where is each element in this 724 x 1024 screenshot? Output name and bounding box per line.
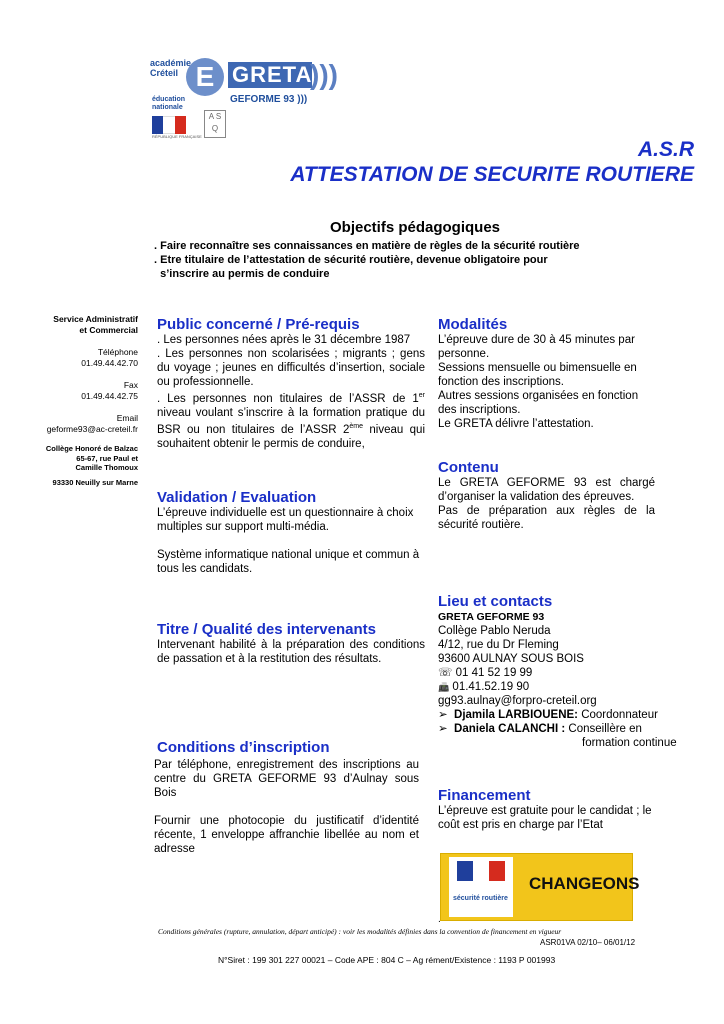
conditions-p2: Fournir une photocopie du justificatif d’identité récente, 1 enveloppe affranchie libellée au nom et adresse [154, 815, 419, 855]
banner-dot: . [438, 914, 441, 925]
fax-label: Fax [123, 380, 138, 390]
modalites-heading: Modalités [438, 316, 508, 333]
fax-value: 01.49.44.42.75 [81, 391, 138, 401]
contact-name: Daniela CALANCHI : [454, 723, 566, 735]
validation-p1: L’épreuve individuelle est un questionnaire à choix multiples sur support multi-média. [157, 507, 414, 533]
public-p1: . Les personnes nées après le 31 décembre 1987 [157, 334, 411, 346]
phone-icon: ☏ [438, 667, 453, 679]
contenu-heading: Contenu [438, 459, 499, 476]
logo-education: éducation nationale [152, 96, 186, 111]
logo-greta: GRETA [228, 62, 312, 88]
changeons-label: CHANGEONS [529, 874, 640, 893]
asq-logo-icon: A S Q [204, 110, 226, 138]
email-label: Email [116, 413, 138, 423]
college-address: 65-67, rue Paul et [76, 453, 138, 463]
modalites-section [438, 316, 655, 431]
objectif-item: . Etre titulaire de l’attestation de sécurité routière, devenue obligatoire pour [154, 254, 548, 266]
modalites-p1: L’épreuve dure de 30 à 45 minutes par personne. [438, 334, 635, 360]
logo-geforme: GEFORME 93 ))) [230, 94, 308, 105]
contact-row [438, 708, 698, 722]
securite-routiere-label: sécurité routière [453, 895, 508, 902]
conditions-heading: Conditions d’inscription [157, 739, 330, 756]
french-flag-icon [457, 861, 505, 881]
logo-academie: académie Créteil [150, 58, 192, 78]
fax-icon: 📠 [438, 682, 450, 692]
college-address-2: Camille Thomoux [75, 463, 138, 472]
lieu-email[interactable]: gg93.aulnay@forpro-creteil.org [438, 695, 597, 707]
title-asr: A.S.R [637, 138, 694, 161]
conditions-body [154, 758, 419, 856]
titre-section [157, 621, 425, 666]
titre-heading: Titre / Qualité des intervenants [157, 621, 376, 638]
fax-value: 01.41.52.19 90 [452, 681, 530, 693]
fax-row [438, 680, 698, 694]
phone-value: 01 41 52 19 99 [455, 667, 533, 679]
lieu-line: 4/12, rue du Dr Fleming [438, 639, 559, 651]
lieu-heading: Lieu et contacts [438, 593, 553, 610]
arrow-icon: ➢ [438, 723, 448, 735]
financement-heading: Financement [438, 787, 531, 804]
contact-name: Djamila LARBIOUENE: [454, 709, 578, 721]
titre-p1: Intervenant habilité à la préparation des conditions de passation et à la restitution des résultats. [157, 639, 425, 665]
page-title: ATTESTATION DE SECURITE ROUTIERE [290, 163, 694, 186]
public-section [157, 316, 425, 451]
contact-row [438, 722, 698, 736]
public-heading: Public concerné / Pré-requis [157, 316, 360, 333]
logo-republique: RÉPUBLIQUE FRANÇAISE [152, 134, 202, 139]
validation-heading: Validation / Evaluation [157, 489, 317, 506]
college-name: Collège Honoré de Balzac [45, 444, 138, 453]
validation-p2: Système informatique national unique et commun à tous les candidats. [157, 549, 420, 575]
contenu-p1: Le GRETA GEFORME 93 est chargé d’organiser la validation des épreuves. [438, 477, 655, 503]
contact-role-2: formation continue [582, 737, 677, 749]
banner-logo-box [449, 857, 513, 917]
sidebar-contact [46, 314, 138, 487]
tel-label: Téléphone [97, 347, 138, 357]
objectif-item: s’inscrire au permis de conduire [154, 268, 330, 280]
lieu-section [438, 593, 698, 750]
footer-siret: N°Siret : 199 301 227 00021 – Code APE : 804 C – Ag rément/Existence : 1193 P 001993 [218, 955, 556, 965]
college-city: 93330 Neuilly sur Marne [52, 477, 138, 487]
financement-p1: L’épreuve est gratuite pour le candidat ; le coût est pris en charge par l’Etat [438, 805, 652, 831]
logo-e-icon: E [186, 58, 224, 96]
footer-ref: ASR01VA 02/10– 06/01/12 [540, 938, 636, 947]
modalites-p4: Le GRETA délivre l’attestation. [438, 418, 594, 430]
service-label: Service Administratif [53, 314, 138, 324]
financement-section [438, 787, 655, 832]
contact-role: Conseillère en [568, 723, 642, 735]
contact-role: Coordonnateur [581, 709, 658, 721]
public-p3: . Les personnes non titulaires de l’ASSR de 1er niveau voulant s’inscrire à la formation pratique du BSR ou non titulaires de l’ASSR 2ème niveau qui souhaitent obtenir le permis de conduire, [157, 392, 426, 450]
french-flag-icon [152, 116, 186, 134]
contenu-section [438, 459, 655, 532]
logo-arcs-icon: ))) [310, 59, 338, 90]
securite-routiere-banner [440, 853, 640, 921]
lieu-org: GRETA GEFORME 93 [438, 611, 545, 623]
footer-conditions: Conditions générales (rupture, annulation, départ anticipé) : voir les modalités définies dans la convention de financement en vigueur [158, 927, 562, 936]
objectifs-heading: Objectifs pédagogiques [330, 219, 501, 236]
public-p2: . Les personnes non scolarisées ; migrants ; gens du voyage ; jeunes en difficultés d’insertion, sociale ou professionnelle. [157, 348, 425, 388]
email-value[interactable]: geforme93@ac-creteil.fr [46, 424, 138, 434]
lieu-line: Collège Pablo Neruda [438, 625, 551, 637]
phone-row [438, 666, 698, 680]
validation-section [157, 489, 425, 576]
arrow-icon: ➢ [438, 709, 448, 721]
lieu-line: 93600 AULNAY SOUS BOIS [438, 653, 584, 665]
modalites-p2: Sessions mensuelle ou bimensuelle en fonction des inscriptions. [438, 362, 637, 388]
contenu-p2: Pas de préparation aux règles de la sécurité routière. [438, 505, 655, 531]
tel-value: 01.49.44.42.70 [81, 358, 138, 368]
conditions-p1: Par téléphone, enregistrement des inscriptions au centre du GRETA GEFORME 93 d’Aulnay sous Bois [154, 759, 419, 799]
service-label-2: et Commercial [79, 325, 138, 335]
conditions-section [157, 739, 427, 756]
modalites-p3: Autres sessions organisées en fonction des inscriptions. [438, 390, 639, 416]
objectif-item: . Faire reconnaître ses connaissances en matière de règles de la sécurité routière [154, 240, 580, 252]
